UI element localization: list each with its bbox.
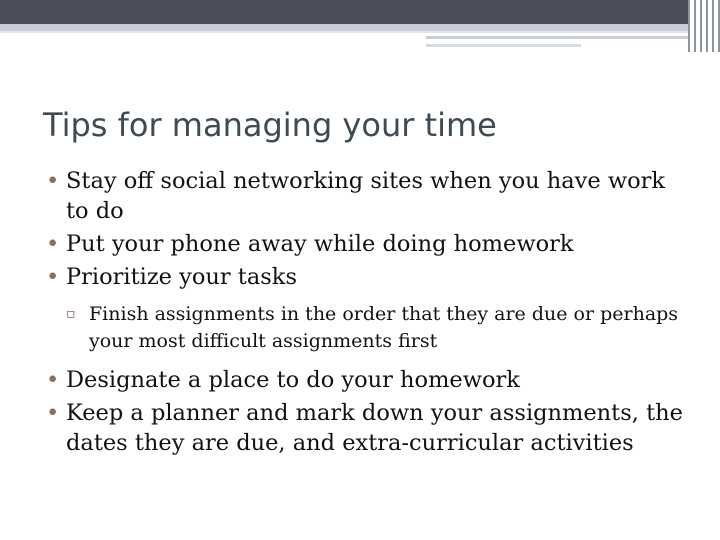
header-band-edge	[0, 24, 720, 31]
bullet-icon: •	[46, 231, 60, 257]
bullet-item	[44, 365, 694, 395]
header-stripes	[688, 0, 720, 52]
bullet-text: Prioritize your tasks	[66, 264, 297, 290]
header-band	[0, 0, 720, 24]
bullet-icon: •	[46, 400, 60, 426]
sub-bullet-item	[44, 301, 694, 355]
bullet-text: Keep a planner and mark down your assignments, the dates they are due, and extra-curricular activities	[66, 400, 683, 456]
header-accent-line-short	[426, 44, 581, 47]
bullet-text: Designate a place to do your homework	[66, 367, 520, 393]
header-accent-line	[426, 36, 696, 39]
bullet-item	[44, 262, 694, 292]
bullet-item	[44, 229, 694, 259]
sub-bullet-icon: ▫	[66, 306, 76, 322]
bullet-icon: •	[46, 264, 60, 290]
bullet-icon: •	[46, 367, 60, 393]
bullet-text: Put your phone away while doing homework	[66, 231, 574, 257]
header-band-edge-highlight	[0, 31, 720, 33]
bullet-item	[44, 398, 694, 458]
sub-bullet-text: Finish assignments in the order that they are due or perhaps your most difficult assignments first	[89, 303, 679, 352]
bullet-text: Stay off social networking sites when you have work to do	[66, 168, 666, 224]
slide-title: Tips for managing your time	[43, 106, 497, 144]
bullet-item	[44, 166, 694, 226]
bullet-list	[44, 166, 694, 461]
bullet-icon: •	[46, 168, 60, 194]
